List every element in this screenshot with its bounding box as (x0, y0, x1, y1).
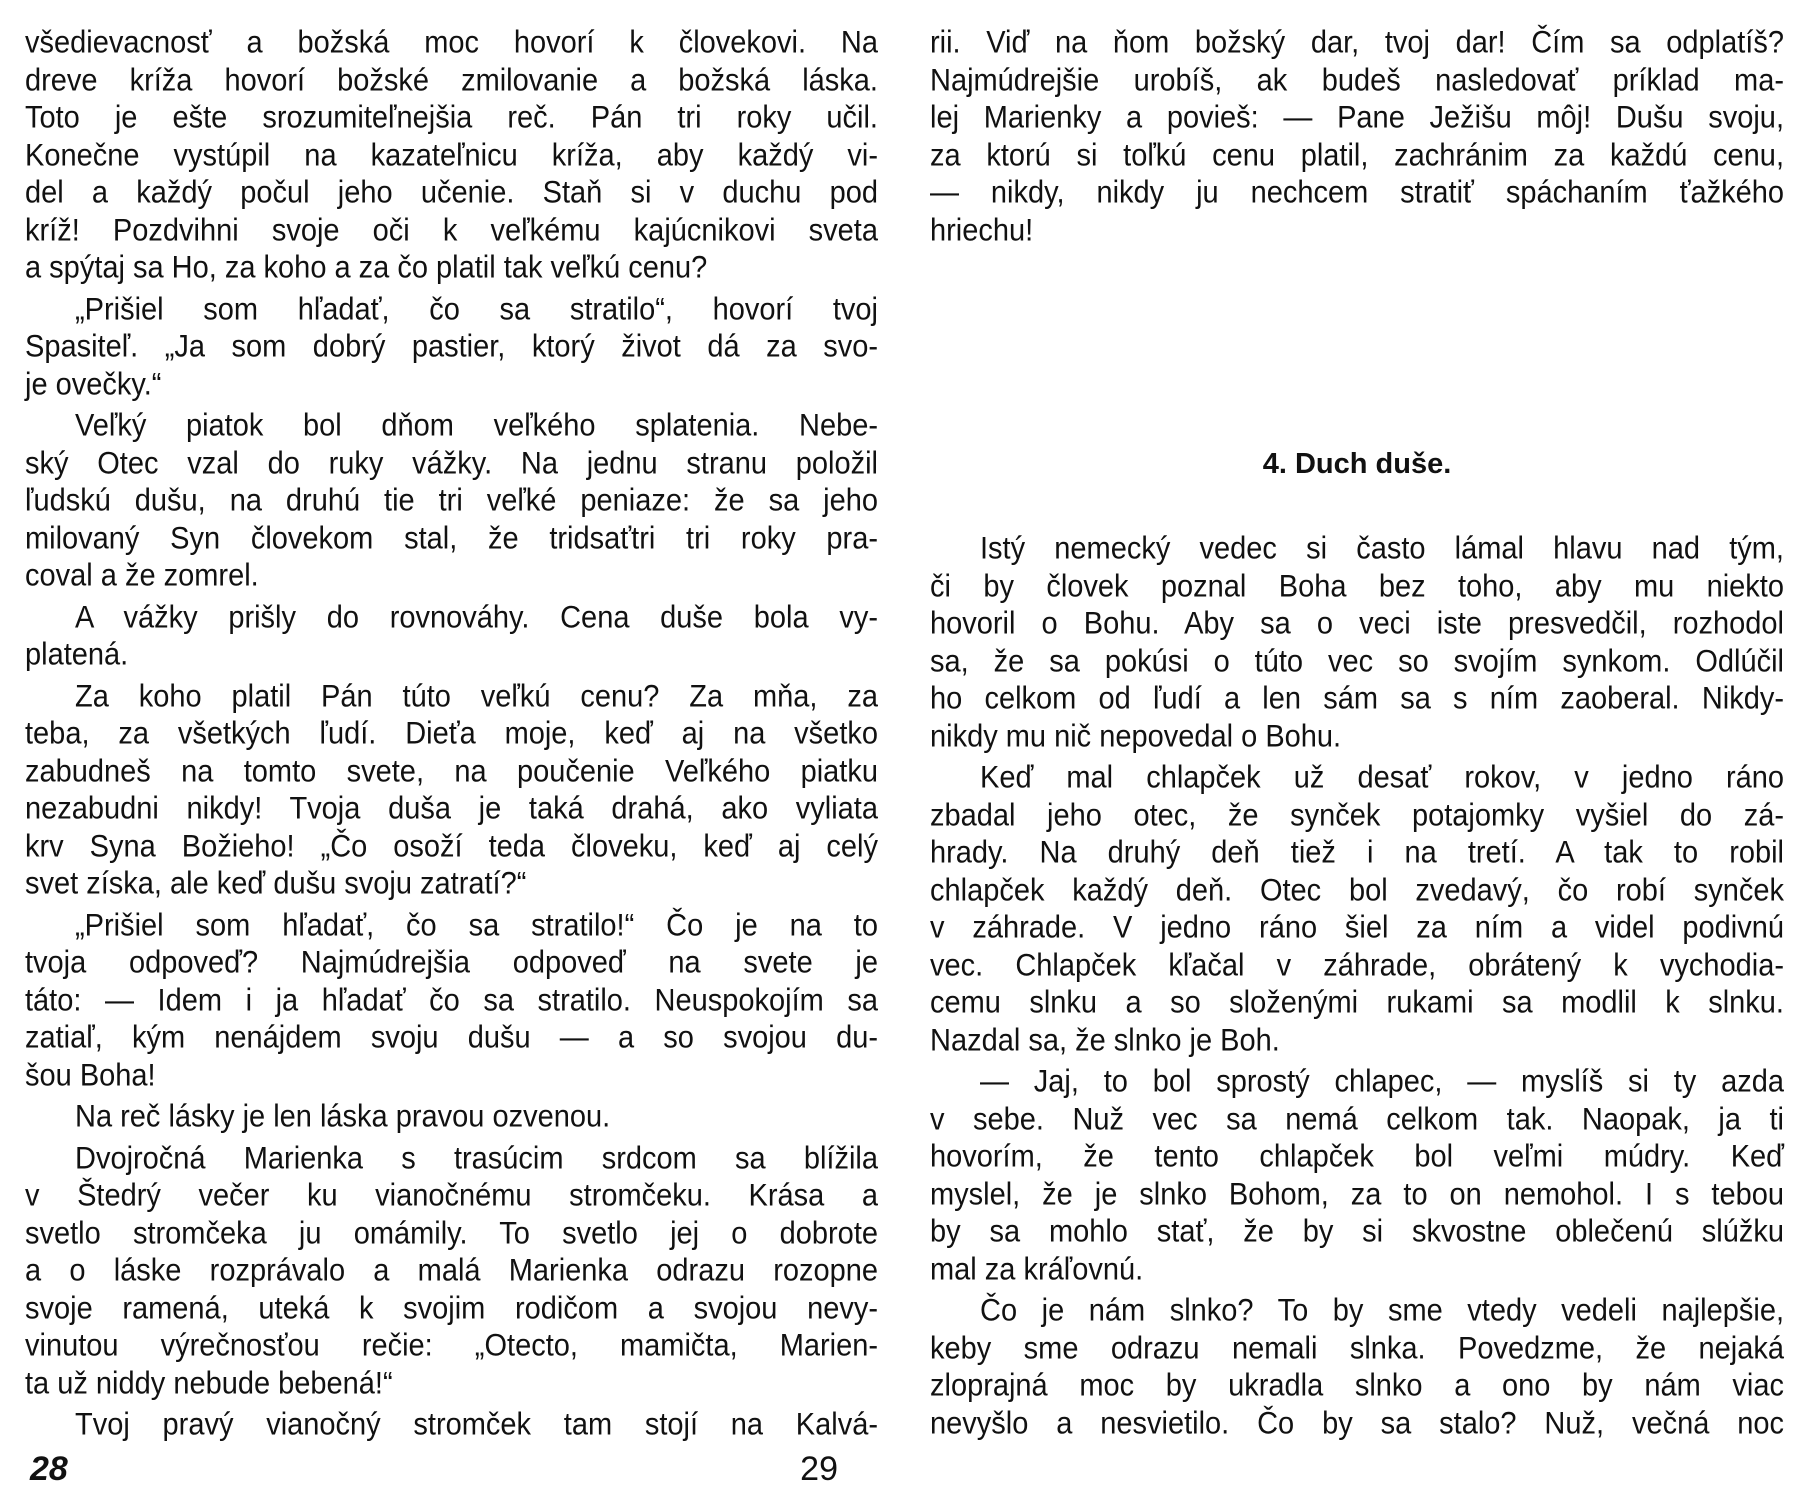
text-line: vec. Chlapček kľačal v záhrade, obrátený k vychodia- (930, 948, 1784, 983)
paragraph (930, 25, 1784, 250)
paragraph (25, 1099, 878, 1137)
paragraph (25, 25, 878, 288)
text-line: zabudneš na tomto svete, na poučenie Veľkého piatku (25, 754, 878, 789)
text-line: chlapček každý deň. Otec bol zvedavý, čo robí synček (930, 873, 1784, 908)
left-page-text (25, 25, 878, 1449)
text-line: dreve kríža hovorí božské zmilovanie a božská láska. (25, 63, 878, 98)
text-line: myslel, že je slnko Bohom, za to on nemohol. I s tebou (930, 1177, 1784, 1212)
paragraph (25, 1407, 878, 1445)
page-number-left: 28 (30, 1450, 68, 1488)
text-line: hovorím, že tento chlapček bol veľmi múdry. Keď (930, 1139, 1784, 1175)
text-line: hriechu! (930, 213, 1034, 248)
paragraph (25, 292, 878, 405)
text-line: Čo je nám slnko? To by sme vtedy vedeli najlepšie, (980, 1293, 1784, 1329)
text-line: milovaný Syn človekom stal, že tridsaťtri tri roky pra- (25, 521, 878, 556)
text-line: svet získa, ale keď dušu svoju zatratí?“ (25, 866, 527, 902)
text-line: zbadal jeho otec, že synček potajomky vyšiel do zá- (930, 798, 1784, 833)
text-line: „Prišiel som hľadať, čo sa stratilo“, hovorí tvoj (75, 292, 878, 327)
text-line: zatiaľ, kým nenájdem svoju dušu — a so svojou du- (25, 1020, 878, 1056)
text-line: „Prišiel som hľadať, čo sa stratilo!“ Čo je na to (75, 908, 878, 943)
text-line: vinutou výrečnosťou rečie: „Otecto, mamičta, Marien- (25, 1328, 878, 1364)
paragraph (930, 531, 1784, 756)
paragraph (930, 1064, 1784, 1289)
text-line: Za koho platil Pán túto veľkú cenu? Za mňa, za (75, 679, 878, 714)
text-line: cemu slnku a so složenými rukami sa modlil k slnku. (930, 985, 1784, 1021)
text-line: Istý nemecký vedec si často lámal hlavu nad tým, (980, 531, 1784, 567)
text-line: by sa mohlo stať, že by si skvostne oblečenú slúžku (930, 1214, 1784, 1250)
text-line: rii. Viď na ňom božský dar, tvoj dar! Čím sa odplatíš? (930, 25, 1784, 61)
text-line: nezabudni nikdy! Tvoja duša je taká drahá, ako vyliata (25, 791, 878, 827)
text-line: teba, za všetkých ľudí. Dieťa moje, keď aj na všetko (25, 716, 878, 752)
text-line: hovoril o Bohu. Aby sa o veci iste presvedčil, rozhodol (930, 606, 1784, 642)
text-line: Tvoj pravý vianočný stromček tam stojí na Kalvá- (75, 1407, 878, 1443)
text-line: všedievacnosť a božská moc hovorí k človekovi. Na (25, 25, 878, 61)
text-line: Toto je ešte srozumiteľnejšia reč. Pán tri roky učil. (25, 100, 878, 136)
text-line: — nikdy, nikdy ju nechcem stratiť spáchaním ťažkého (930, 175, 1784, 211)
text-line: tvoja odpoveď? Najmúdrejšia odpoveď na svete je (25, 945, 878, 981)
text-line: zloprajná moc by ukradla slnko a ono by nám viac (930, 1368, 1784, 1404)
text-line: Keď mal chlapček už desať rokov, v jedno ráno (980, 760, 1784, 796)
text-line: ta už niddy nebude bebená!“ (25, 1366, 393, 1401)
text-line: sa, že sa pokúsi o túto vec so svojím synkom. Odlúčil (930, 644, 1784, 679)
page-number-right: 29 (800, 1450, 838, 1488)
text-line: a o láske rozprávalo a malá Marienka odrazu rozopne (25, 1253, 878, 1289)
chapter-heading: 4. Duch duše. (1262, 448, 1452, 480)
text-line: nikdy mu nič nepovedal o Bohu. (930, 719, 1342, 754)
text-line: a spýtaj sa Ho, za koho a za čo platil tak veľkú cenu? (25, 250, 708, 286)
text-line: mal za kráľovnú. (930, 1252, 1144, 1287)
right-page-continuation-text (930, 25, 1784, 254)
text-line: v sebe. Nuž vec sa nemá celkom tak. Naopak, ja ti (930, 1102, 1784, 1137)
paragraph (930, 760, 1784, 1060)
paragraph (25, 1141, 878, 1404)
paragraph (25, 679, 878, 904)
text-line: ho celkom od ľudí a len sám sa s ním zaoberal. Nikdy- (930, 681, 1784, 717)
text-line: nevyšlo a nesvietilo. Čo by sa stalo? Nuž, večná noc (930, 1406, 1784, 1441)
text-line: Spasiteľ. „Ja som dobrý pastier, ktorý život dá za svo- (25, 329, 878, 365)
text-line: lej Marienky a povieš: — Pane Ježišu môj! Dušu svoju, (930, 100, 1784, 136)
text-line: ský Otec vzal do ruky vážky. Na jednu stranu položil (25, 446, 878, 481)
text-line: táto: — Idem i ja hľadať čo sa stratilo. Neuspokojím sa (25, 983, 878, 1018)
paragraph (930, 1293, 1784, 1443)
text-line: Veľký piatok bol dňom veľkého splatenia. Nebe- (75, 408, 878, 444)
text-line: šou Boha! (25, 1058, 156, 1093)
text-line: Najmúdrejšie urobíš, ak budeš nasledovať príklad ma- (930, 63, 1784, 98)
text-line: del a každý počul jeho učenie. Staň si v duchu pod (25, 175, 878, 211)
text-line: ľudskú dušu, na druhú tie tri veľké peniaze: že sa jeho (25, 483, 878, 519)
right-page-chapter-text (930, 531, 1784, 1447)
text-line: coval a že zomrel. (25, 558, 259, 594)
text-line: Dvojročná Marienka s trasúcim srdcom sa blížila (75, 1141, 878, 1176)
text-line: platená. (25, 637, 129, 673)
text-line: Nazdal sa, že slnko je Boh. (930, 1023, 1280, 1058)
text-line: za ktorú si toľkú cenu platil, zachránim za každú cenu, (930, 138, 1784, 173)
text-line: Konečne vystúpil na kazateľnicu kríža, aby každý vi- (25, 138, 878, 173)
text-line: Na reč lásky je len láska pravou ozvenou. (75, 1099, 611, 1135)
text-line: krv Syna Božieho! „Čo osoží teda človeku, keď aj celý (25, 829, 878, 864)
text-line: v Štedrý večer ku vianočnému stromčeku. Krása a (25, 1178, 878, 1214)
paragraph (25, 600, 878, 675)
text-line: je ovečky.“ (25, 367, 162, 402)
paragraph (25, 908, 878, 1096)
text-line: svoje ramená, uteká k svojim rodičom a svojou nevy- (25, 1291, 878, 1326)
text-line: svetlo stromčeka ju omámily. To svetlo jej o dobrote (25, 1216, 878, 1251)
paragraph (25, 408, 878, 596)
text-line: — Jaj, to bol sprostý chlapec, — myslíš si ty azda (980, 1064, 1784, 1100)
text-line: hrady. Na druhý deň tiež i na tretí. A tak to robil (930, 835, 1784, 871)
text-line: kríž! Pozdvihni svoje oči k veľkému kajúcnikovi sveta (25, 213, 878, 248)
text-line: v záhrade. V jedno ráno šiel za ním a videl podivnú (930, 910, 1784, 946)
text-line: keby sme odrazu nemali slnka. Povedzme, že nejaká (930, 1331, 1784, 1366)
text-line: A vážky prišly do rovnováhy. Cena duše bola vy- (75, 600, 878, 635)
text-line: či by človek poznal Boha bez toho, aby mu niekto (930, 569, 1784, 604)
